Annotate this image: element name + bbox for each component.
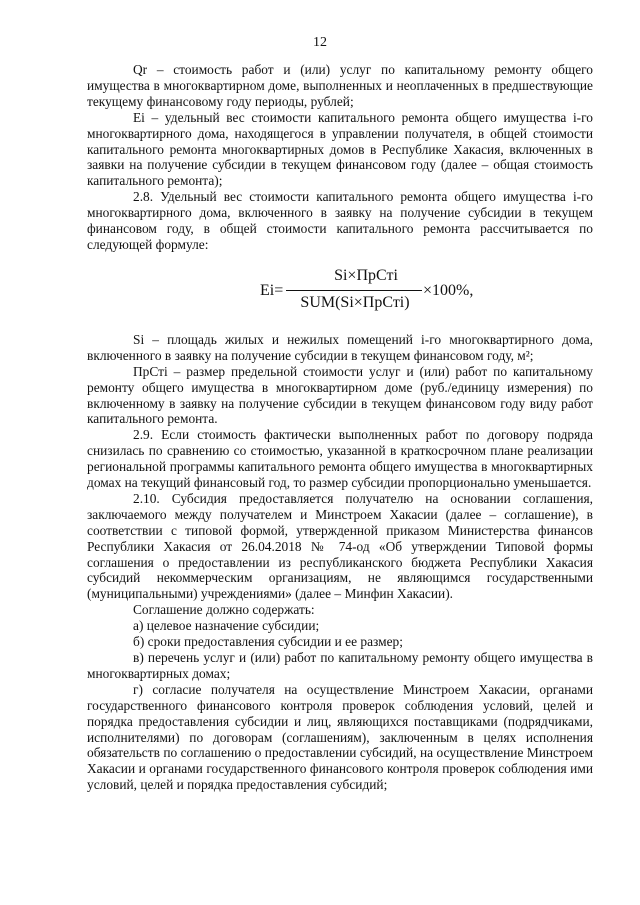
formula-denominator: SUM(Si×ПрСті) xyxy=(300,293,410,311)
paragraph-qr-definition: Qr – стоимость работ и (или) услуг по капитальному ремонту общего имущества в многоквартирном доме, выполненных и неоплаченных в предшествующие текущему финансовому году периоды, рублей; xyxy=(87,62,593,109)
paragraph-ei-definition: Ei – удельный вес стоимости капитального ремонта общего имущества i-го многоквартирного дома, находящегося в управлении получателя, в общей стоимости капитального ремонта многоквартирных домов в Республике Хакасия, включенных в заявки на получение субсидии в текущем финансовом году (далее – общая стоимость капитального ремонта); xyxy=(87,109,593,189)
paragraph-2-10: 2.10. Субсидия предоставляется получателю на основании соглашения, заключаемого между получателем и Минстроем Хакасии (далее – соглашение), в соответствии с типовой формой, утвержденной приказом Министерства финансов Республики Хакасия от 26.04.2018 № 74-од «Об утверждении Типовой формы соглашения о предоставлении из республиканского бюджета Республики Хакасия субсидий некоммерческим организациям, не являющимся государственными (муниципальными) учреждениями» (далее – Минфин Хакасии). xyxy=(87,490,593,602)
list-item-b: б) сроки предоставления субсидии и ее размер; xyxy=(133,634,403,650)
page-number: 12 xyxy=(313,35,327,50)
formula-block xyxy=(87,253,593,332)
paragraph-2-8: 2.8. Удельный вес стоимости капитального ремонта общего имущества i-го многоквартирного дома, включенного в заявку на получение субсидии в текущем финансовом году, в общей стоимости капитального ремонта рассчитывается по следующей формуле: xyxy=(87,189,593,252)
formula-fraction-bar xyxy=(286,290,422,291)
paragraph-2-9: 2.9. Если стоимость фактически выполненных работ по договору подряда снизилась по сравнению со стоимостью, указанной в краткосрочном плане реализации региональной программы капитального ремонта общего имущества в многоквартирных домах на текущий финансовый год, то размер субсидии пропорционально уменьшается. xyxy=(87,427,593,491)
formula-rhs: ×100%, xyxy=(423,281,474,299)
paragraph-prsti-definition: ПрСті – размер предельной стоимости услуг и (или) работ по капитальному ремонту общего имущества в многоквартирном доме (руб./единицу измерения) по включенному в заявку на получение субсидии в текущем финансовом году виду работ капитального ремонта. xyxy=(87,363,593,427)
formula-lhs: Ei= xyxy=(260,281,284,299)
list-item-g: г) согласие получателя на осуществление Минстроем Хакасии, органами государственного финансового контроля проверок соблюдения условий, целей и порядка предоставления субсидии и лиц, являющихся поставщиками (подрядчиками, исполнителями) по договорам (соглашениям), заключенным в целях исполнения обязательств по соглашению о предоставлении субсидий, на осуществление Минстроем Хакасии и органами государственного финансового контроля проверок соблюдения ими условий, целей и порядка предоставления субсидий; xyxy=(87,681,593,793)
list-item-a: а) целевое назначение субсидии; xyxy=(133,618,320,634)
document-body xyxy=(87,62,593,793)
paragraph-si-definition: Si – площадь жилых и нежилых помещений i-го многоквартирного дома, включенного в заявку на получение субсидии в текущем финансовом году, м²; xyxy=(87,331,593,363)
paragraph-agreement-intro: Соглашение должно содержать: xyxy=(133,602,315,618)
formula-numerator: Si×ПрСті xyxy=(334,266,398,284)
list-item-v: в) перечень услуг и (или) работ по капитальному ремонту общего имущества в многоквартирных домах; xyxy=(87,650,593,681)
